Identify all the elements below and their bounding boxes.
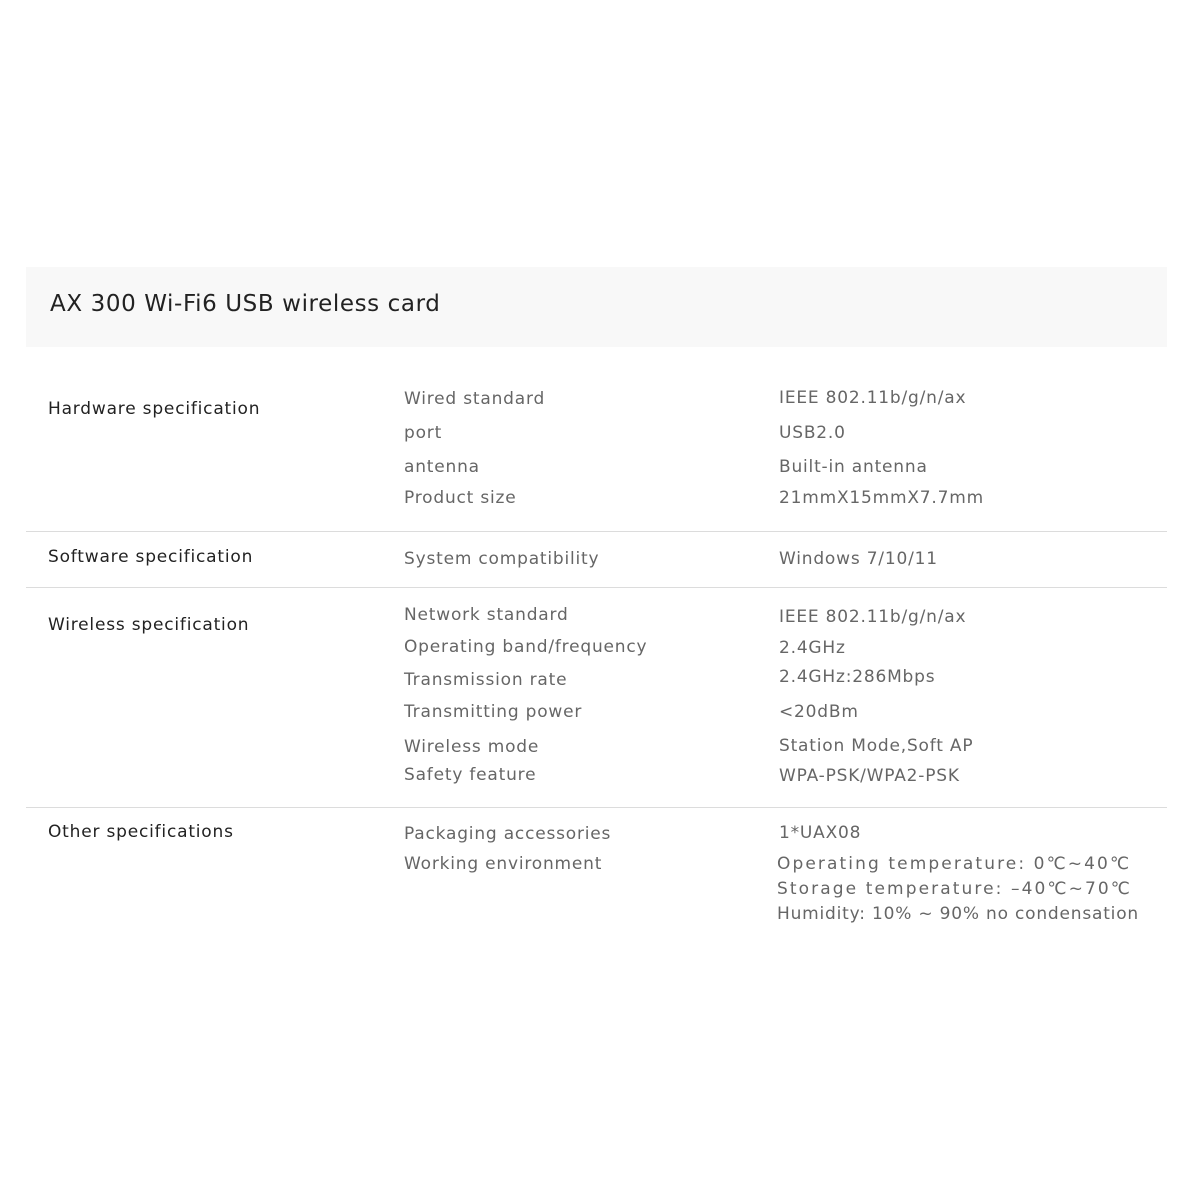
spec-label: Wired standard: [404, 389, 546, 409]
spec-label: Packaging accessories: [404, 824, 612, 844]
spec-label: port: [404, 423, 443, 443]
spec-value: IEEE 802.11b/g/n/ax: [779, 607, 967, 627]
category-hardware: Hardware specification: [48, 399, 261, 419]
title-bar: [26, 267, 1167, 347]
spec-value: Operating temperature: 0℃~40℃: [777, 854, 1132, 874]
spec-label: Product size: [404, 488, 517, 508]
spec-value: USB2.0: [779, 423, 846, 443]
spec-value: Storage temperature: –40℃~70℃: [777, 879, 1132, 899]
category-wireless: Wireless specification: [48, 615, 250, 635]
section-divider: [26, 807, 1167, 808]
page-title: AX 300 Wi-Fi6 USB wireless card: [50, 291, 441, 317]
spec-value: WPA-PSK/WPA2-PSK: [779, 766, 960, 786]
spec-value: 1*UAX08: [779, 823, 862, 843]
spec-value: Built-in antenna: [779, 457, 928, 477]
spec-label: antenna: [404, 457, 480, 477]
spec-value: Windows 7/10/11: [779, 549, 938, 569]
spec-value: 21mmX15mmX7.7mm: [779, 488, 984, 508]
spec-value: <20dBm: [779, 702, 859, 722]
category-other: Other specifications: [48, 822, 234, 842]
spec-label: Transmitting power: [404, 702, 583, 722]
spec-label: Operating band/frequency: [404, 637, 648, 657]
spec-value: Humidity: 10% ~ 90% no condensation: [777, 904, 1139, 924]
category-software: Software specification: [48, 547, 254, 567]
spec-value: IEEE 802.11b/g/n/ax: [779, 388, 967, 408]
spec-label: System compatibility: [404, 549, 600, 569]
spec-label: Network standard: [404, 605, 569, 625]
spec-label: Wireless mode: [404, 737, 540, 757]
spec-value: Station Mode,Soft AP: [779, 736, 974, 756]
section-divider: [26, 587, 1167, 588]
spec-label: Working environment: [404, 854, 603, 874]
spec-label: Transmission rate: [404, 670, 568, 690]
spec-value: 2.4GHz:286Mbps: [779, 667, 936, 687]
section-divider: [26, 531, 1167, 532]
spec-label: Safety feature: [404, 765, 537, 785]
spec-value: 2.4GHz: [779, 638, 846, 658]
